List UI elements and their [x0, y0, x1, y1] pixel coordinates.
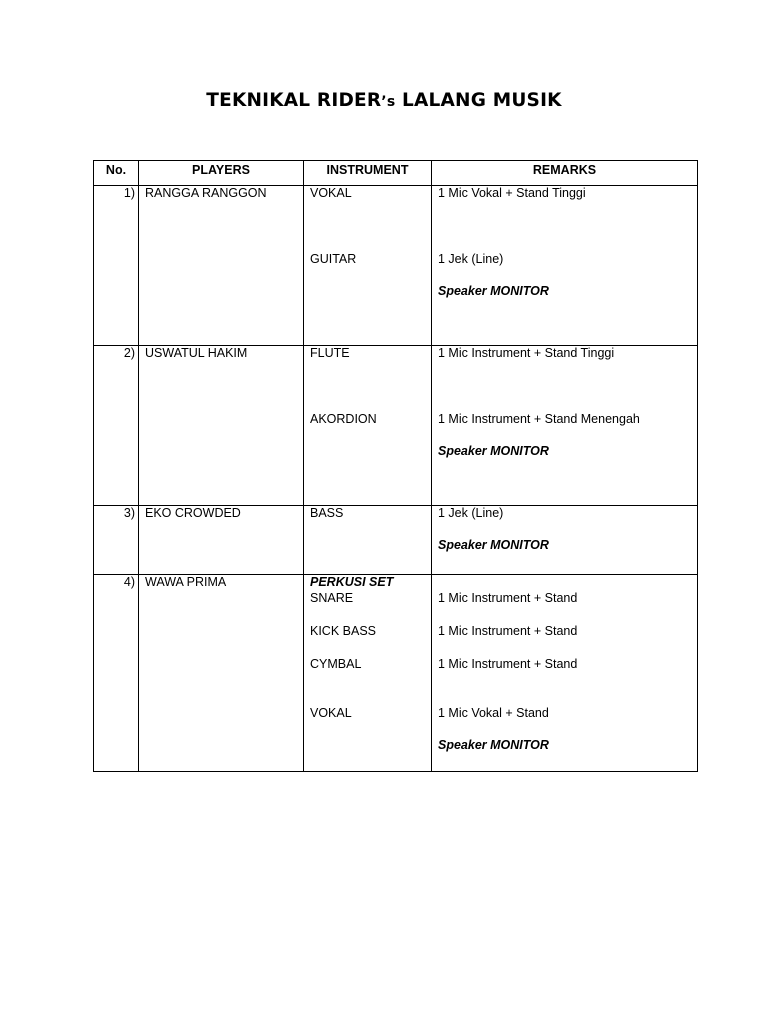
- remark-text: 1 Mic Instrument + Stand: [438, 591, 578, 605]
- table-row: [94, 506, 698, 575]
- player-cell: [139, 346, 304, 506]
- row-number-cell: [94, 506, 139, 575]
- player-name: RANGGA RANGGON: [145, 186, 267, 200]
- table-row: [94, 346, 698, 506]
- row-number: 4): [123, 575, 135, 589]
- player-name: WAWA PRIMA: [145, 575, 227, 589]
- remark-text: 1 Mic Vokal + Stand Tinggi: [438, 186, 586, 200]
- player-cell: [139, 506, 304, 575]
- instrument-name: CYMBAL: [310, 657, 362, 671]
- remark-monitor: Speaker MONITOR: [438, 444, 549, 458]
- title-main: TEKNIKAL RIDER: [206, 90, 382, 111]
- instrument-cell: [304, 346, 432, 506]
- instrument-name: VOKAL: [310, 706, 352, 720]
- title-rest: LALANG MUSIK: [395, 90, 562, 111]
- remark-text: 1 Mic Instrument + Stand Tinggi: [438, 346, 615, 360]
- remarks-cell: [432, 506, 698, 575]
- instrument-cell: [304, 575, 432, 772]
- instrument-cell: [304, 506, 432, 575]
- header-remarks: REMARKS: [432, 161, 698, 186]
- row-number: 1): [123, 186, 135, 200]
- remark-text: 1 Jek (Line): [438, 252, 504, 266]
- remark-text: 1 Mic Instrument + Stand: [438, 657, 578, 671]
- remarks-cell: [432, 346, 698, 506]
- header-instrument: INSTRUMENT: [304, 161, 432, 186]
- remark-monitor: Speaker MONITOR: [438, 738, 549, 752]
- header-players: PLAYERS: [139, 161, 304, 186]
- remark-monitor: Speaker MONITOR: [438, 538, 549, 552]
- title-suffix: ’s: [381, 94, 396, 110]
- player-name: USWATUL HAKIM: [145, 346, 248, 360]
- player-name: EKO CROWDED: [145, 506, 241, 520]
- row-number-cell: [94, 346, 139, 506]
- remark-text: 1 Jek (Line): [438, 506, 504, 520]
- table-row: [94, 186, 698, 346]
- instrument-name: BASS: [310, 506, 344, 520]
- row-number-cell: [94, 186, 139, 346]
- instrument-name: SNARE: [310, 591, 354, 605]
- instrument-name: VOKAL: [310, 186, 352, 200]
- instrument-name: GUITAR: [310, 252, 357, 266]
- row-number: 3): [123, 506, 135, 520]
- table-header-row: [94, 161, 698, 186]
- row-number-cell: [94, 575, 139, 772]
- player-cell: [139, 186, 304, 346]
- document-title: [0, 90, 768, 111]
- technical-rider-table: [93, 160, 698, 772]
- instrument-group: PERKUSI SET: [310, 575, 394, 589]
- remark-monitor: Speaker MONITOR: [438, 284, 549, 298]
- table-row: [94, 575, 698, 772]
- instrument-name: AKORDION: [310, 412, 377, 426]
- remarks-cell: [432, 186, 698, 346]
- player-cell: [139, 575, 304, 772]
- instrument-name: FLUTE: [310, 346, 350, 360]
- instrument-cell: [304, 186, 432, 346]
- remark-text: 1 Mic Vokal + Stand: [438, 706, 549, 720]
- remarks-cell: [432, 575, 698, 772]
- instrument-name: KICK BASS: [310, 624, 376, 638]
- row-number: 2): [123, 346, 135, 360]
- header-no: No.: [94, 161, 139, 186]
- remark-text: 1 Mic Instrument + Stand: [438, 624, 578, 638]
- remark-text: 1 Mic Instrument + Stand Menengah: [438, 412, 640, 426]
